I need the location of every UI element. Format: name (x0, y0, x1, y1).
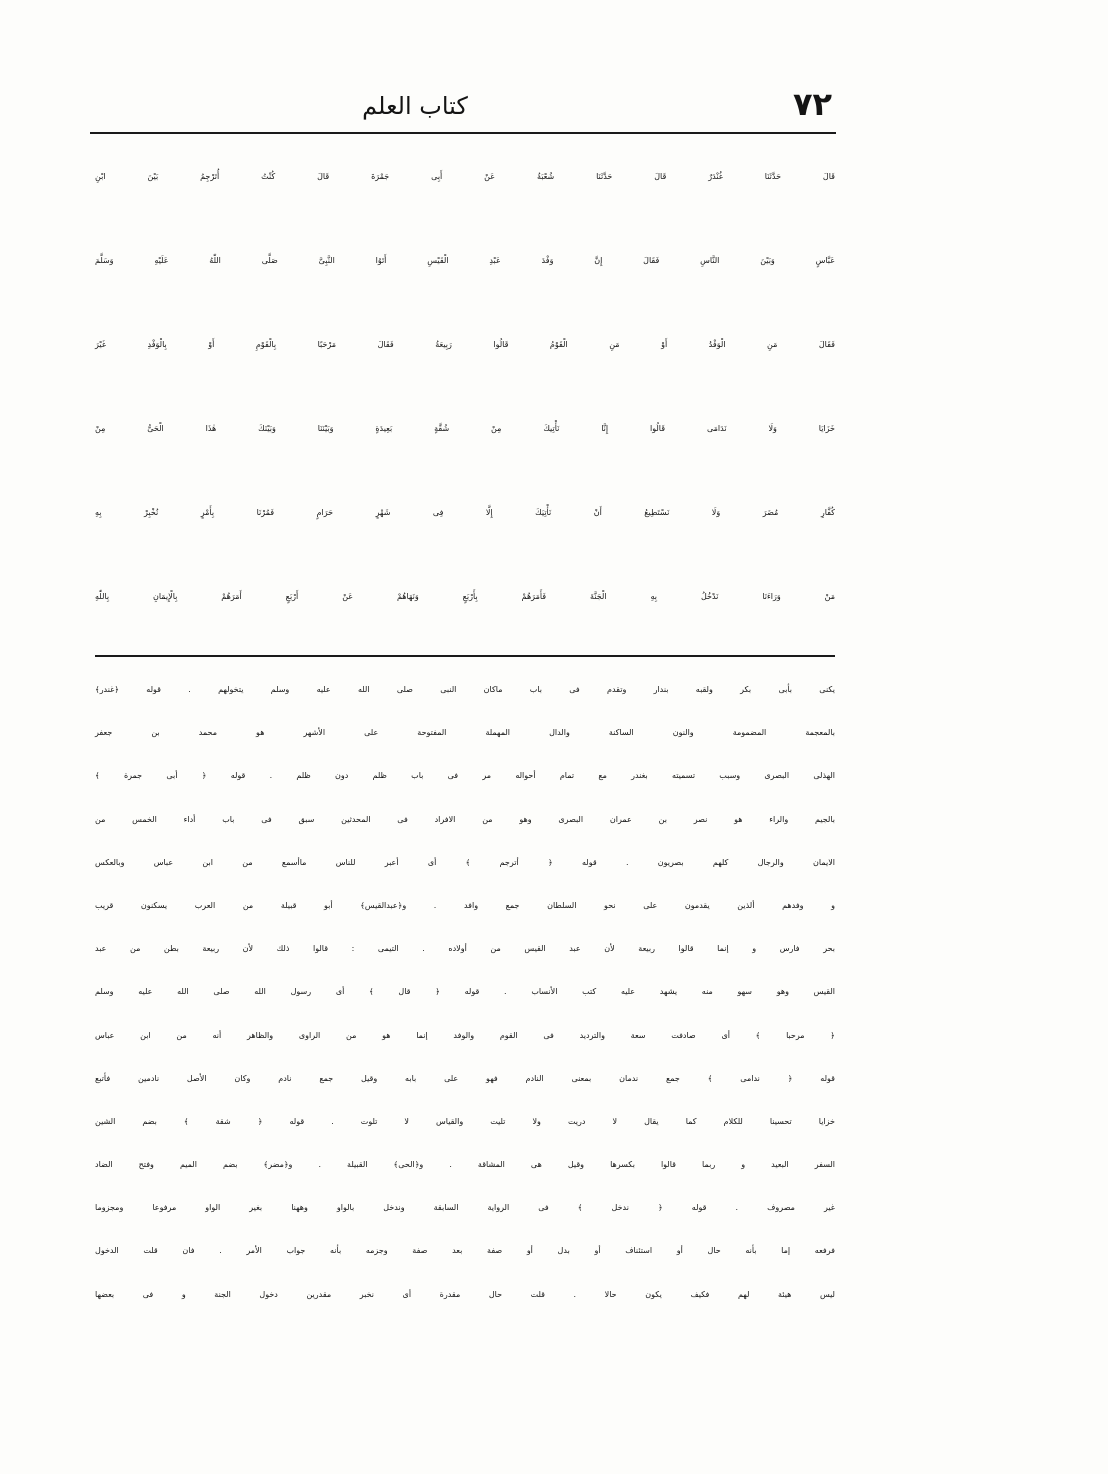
commentary-line: قوله ﴿ ندامى ﴾ جمع ندمان بمعنى النادم فهو على بابه وقيل جمع نادم وكان الأصل نادمين فأتبع (95, 1073, 835, 1083)
commentary-rule (95, 655, 835, 657)
hadith-line: كُفَّارِ مُضَرَ وَلَا نَسْتَطِيعُ أَنْ نَأْتِيَكَ إِلَّا فِى شَهْرٍ حَرَامٍ فَمُرْنَا بِأَمْرٍ نُخْبِرْ بِهِ (95, 508, 835, 517)
hadith-line: عَبَّاسٍ وَبَيْنَ النَّاسِ فَقَالَ إِنَّ وَفْدَ عَبْدِ الْقَيْسِ أَتَوُا النَّبِىَّ صَلَّى اللّٰهُ عَلَيْهِ وَسَلَّمَ (95, 256, 835, 265)
hadith-line: خَزَايَا وَلَا نَدَامَى قَالُوا إِنَّا نَأْتِيكَ مِنْ شُقَّةٍ بَعِيدَةٍ وَبَيْنَنَا وَبَيْنَكَ هٰذَا الْحَىُّ مِنْ (95, 424, 835, 433)
commentary-line: يكنى بأبى بكر ولقبه بندار وتقدم فى باب ماكان النبى صلى الله عليه وسلم يتخولهم . قوله ﴿غندر﴾ (95, 685, 835, 694)
running-title: كتاب العلم (362, 92, 468, 120)
commentary-line: بحر فارس و إنما قالوا ربيعة لأن عبد القيس من أولاده . التيمى : قالوا ذلك لأن ربيعة بطن من عبد (95, 944, 835, 954)
hadith-line: فَقَالَ مَنِ الْوَفْدُ أَوْ مَنِ الْقَوْمُ قَالُوا رَبِيعَةُ فَقَالَ مَرْحَبًا بِالْقَوْمِ أَوْ بِالْوَفْدِ غَيْرَ (95, 340, 835, 349)
commentary-line: بالمعجمة المضمومة والنون الساكنة والدال المهملة المفتوحة على الأشهر هو محمد بن جعفر (95, 728, 835, 738)
hadith-text (95, 135, 835, 639)
commentary-line: الهذلى البصرى وسبب تسميته بغندر مع تمام أحواله مر فى باب ظلم دون ظلم . قوله ﴿ أبى جمرة ﴾ (95, 771, 835, 781)
commentary-line: ليس هيئة لهم فكيف يكون حالا . قلت حال مقدرة أى نخبر مقدرين دخول الجنة و فى بعضها (95, 1289, 835, 1299)
commentary-line: القيس وهو سهو منه يشهد عليه كتب الأنساب . قوله ﴿ قال ﴾ أى رسول الله صلى الله عليه وسلم (95, 987, 835, 997)
commentary-line: خزايا تحسينا للكلام كما يقال لا دريت ولا تليت والقياس لا تلوت . قوله ﴿ شقة ﴾ بضم الشين (95, 1116, 835, 1126)
commentary-line: فرفعه إما بأنه حال أو استئناف أو بدل أو صفة بعد صفة وجزمه بأنه جواب الأمر . فان قلت الدخول (95, 1246, 835, 1256)
commentary-line: ﴿ مرحبا ﴾ أى صادفت سعة والترديد فى القوم والوفد إنما هو من الراوى والظاهر أنه من ابن عباس (95, 1030, 835, 1040)
header-rule (90, 132, 836, 134)
commentary-line: السفر البعيد و ربما قالوا بكسرها وقيل هى المشاقة . و﴿الحى﴾ القبيلة . و﴿مضر﴾ بضم الميم وفتح الضاد (95, 1160, 835, 1170)
commentary-line: غير مصروف . قوله ﴿ ندخل ﴾ فى الرواية السابقة وندخل بالواو وههنا بغير الواو مرفوعا ومجزوما (95, 1203, 835, 1213)
commentary-line: الايمان والرجال كلهم بصريون . قوله ﴿ أترجم ﴾ أى أعبر للناس ماأسمع من ابن عباس وبالعكس (95, 857, 835, 867)
page-number: ٧٢ (792, 85, 832, 123)
commentary-text (95, 668, 835, 1316)
hadith-line: مَنْ وَرَاءَنَا نَدْخُلُ بِهِ الْجَنَّةَ فَأَمَرَهُمْ بِأَرْبَعٍ وَنَهَاهُمْ عَنْ أَرْبَعٍ أَمَرَهُمْ بِالْإِيمَانِ بِاللّٰهِ (95, 592, 835, 601)
commentary-line: بالجيم والراء هو نصر بن عمران البصرى وهو من الافراد فى المحدثين سبق فى باب أداء الخمس من (95, 814, 835, 824)
commentary-line: و وفدهم ألذين يقدمون على نحو السلطان جمع وافد . و﴿عبدالقيس﴾ أبو قبيلة من العرب يسكنون قريب (95, 900, 835, 910)
hadith-line: قَالَ حَدَّثَنَا غُنْدَرٌ قَالَ حَدَّثَنَا شُعْبَةُ عَنْ أَبِى جَمْرَةَ قَالَ كُنْتُ أُتَرْجِمُ بَيْنَ ابْنِ (95, 172, 835, 181)
